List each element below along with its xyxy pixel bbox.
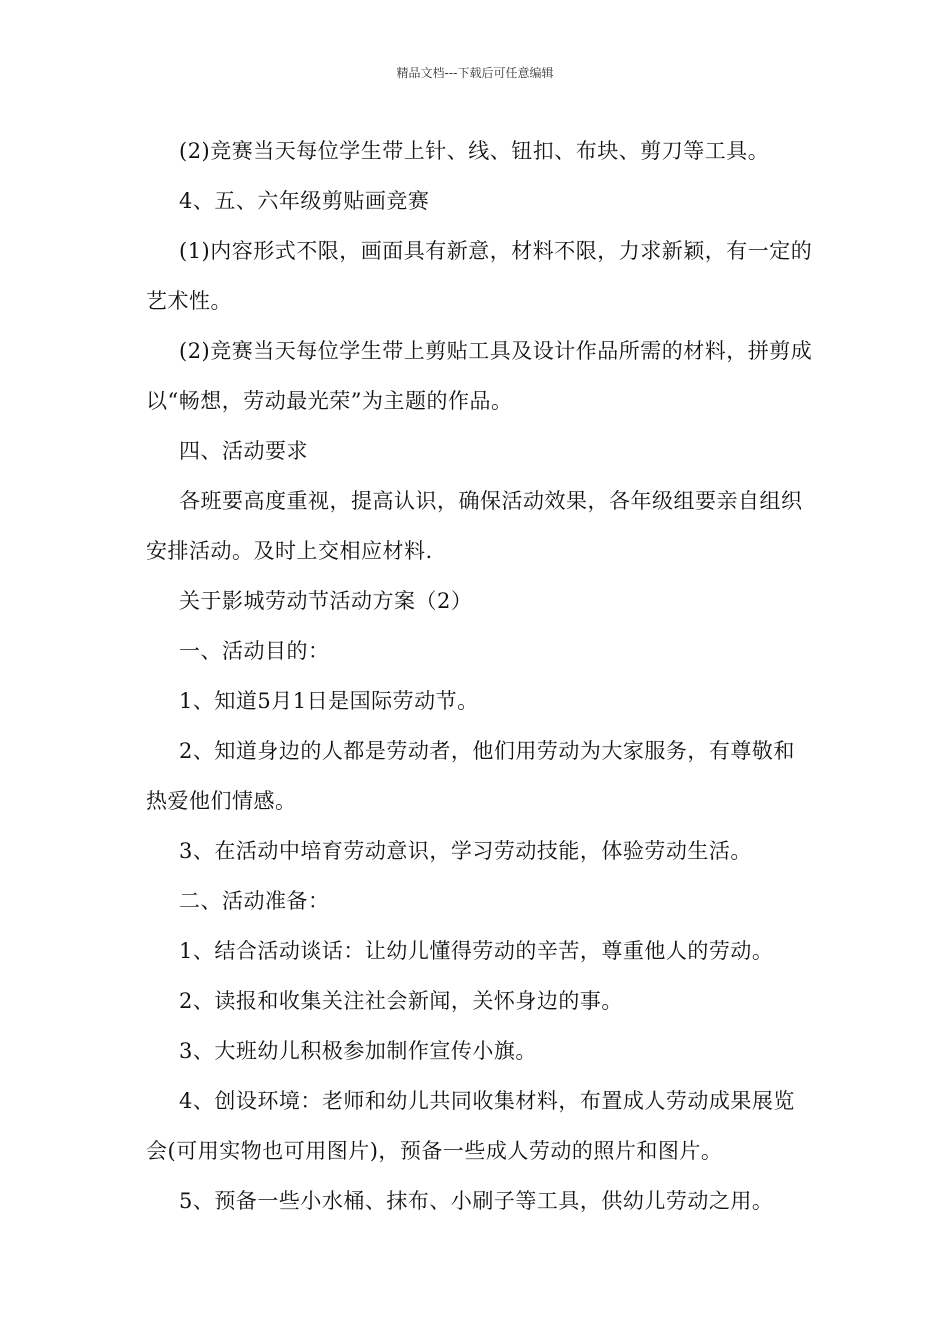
paragraph: (1)内容形式不限，画面具有新意，材料不限，力求新颖，有一定的艺术性。 — [146, 239, 813, 313]
paragraph: (2)竞赛当天每位学生带上剪贴工具及设计作品所需的材料，拼剪成以“畅想，劳动最光荣”为主题的作品。 — [146, 339, 813, 413]
list-item: 4、创设环境：老师和幼儿共同收集材料，布置成人劳动成果展览会(可用实物也可用图片)，预备一些成人劳动的照片和图片。 — [146, 1089, 795, 1163]
document-body — [146, 126, 814, 1226]
list-item: 3、大班幼儿积极参加制作宣传小旗。 — [179, 1039, 537, 1063]
list-item: 2、知道身边的人都是劳动者，他们用劳动为大家服务，有尊敬和热爱他们情感。 — [146, 739, 795, 813]
section-heading: 4、五、六年级剪贴画竞赛 — [179, 189, 430, 213]
list-item: 1、知道5月1日是国际劳动节。 — [179, 689, 479, 713]
page-header: 精品文档---下载后可任意编辑 — [396, 66, 554, 80]
section-heading: 四、活动要求 — [179, 439, 308, 463]
list-item: 3、在活动中培育劳动意识，学习劳动技能，体验劳动生活。 — [179, 839, 752, 863]
section-heading: 二、活动准备： — [179, 889, 330, 913]
list-item: 5、预备一些小水桶、抹布、小刷子等工具，供幼儿劳动之用。 — [179, 1189, 774, 1213]
section-heading: 一、活动目的： — [179, 639, 330, 663]
paragraph: 各班要高度重视，提高认识，确保活动效果，各年级组要亲自组织安排活动。及时上交相应材料. — [146, 489, 803, 563]
list-item: 1、结合活动谈话：让幼儿懂得劳动的辛苦，尊重他人的劳动。 — [179, 939, 774, 963]
list-item: 2、读报和收集关注社会新闻，关怀身边的事。 — [179, 989, 623, 1013]
document-title: 关于影城劳动节活动方案（2） — [179, 589, 473, 613]
paragraph: (2)竞赛当天每位学生带上针、线、钮扣、布块、剪刀等工具。 — [179, 139, 770, 163]
